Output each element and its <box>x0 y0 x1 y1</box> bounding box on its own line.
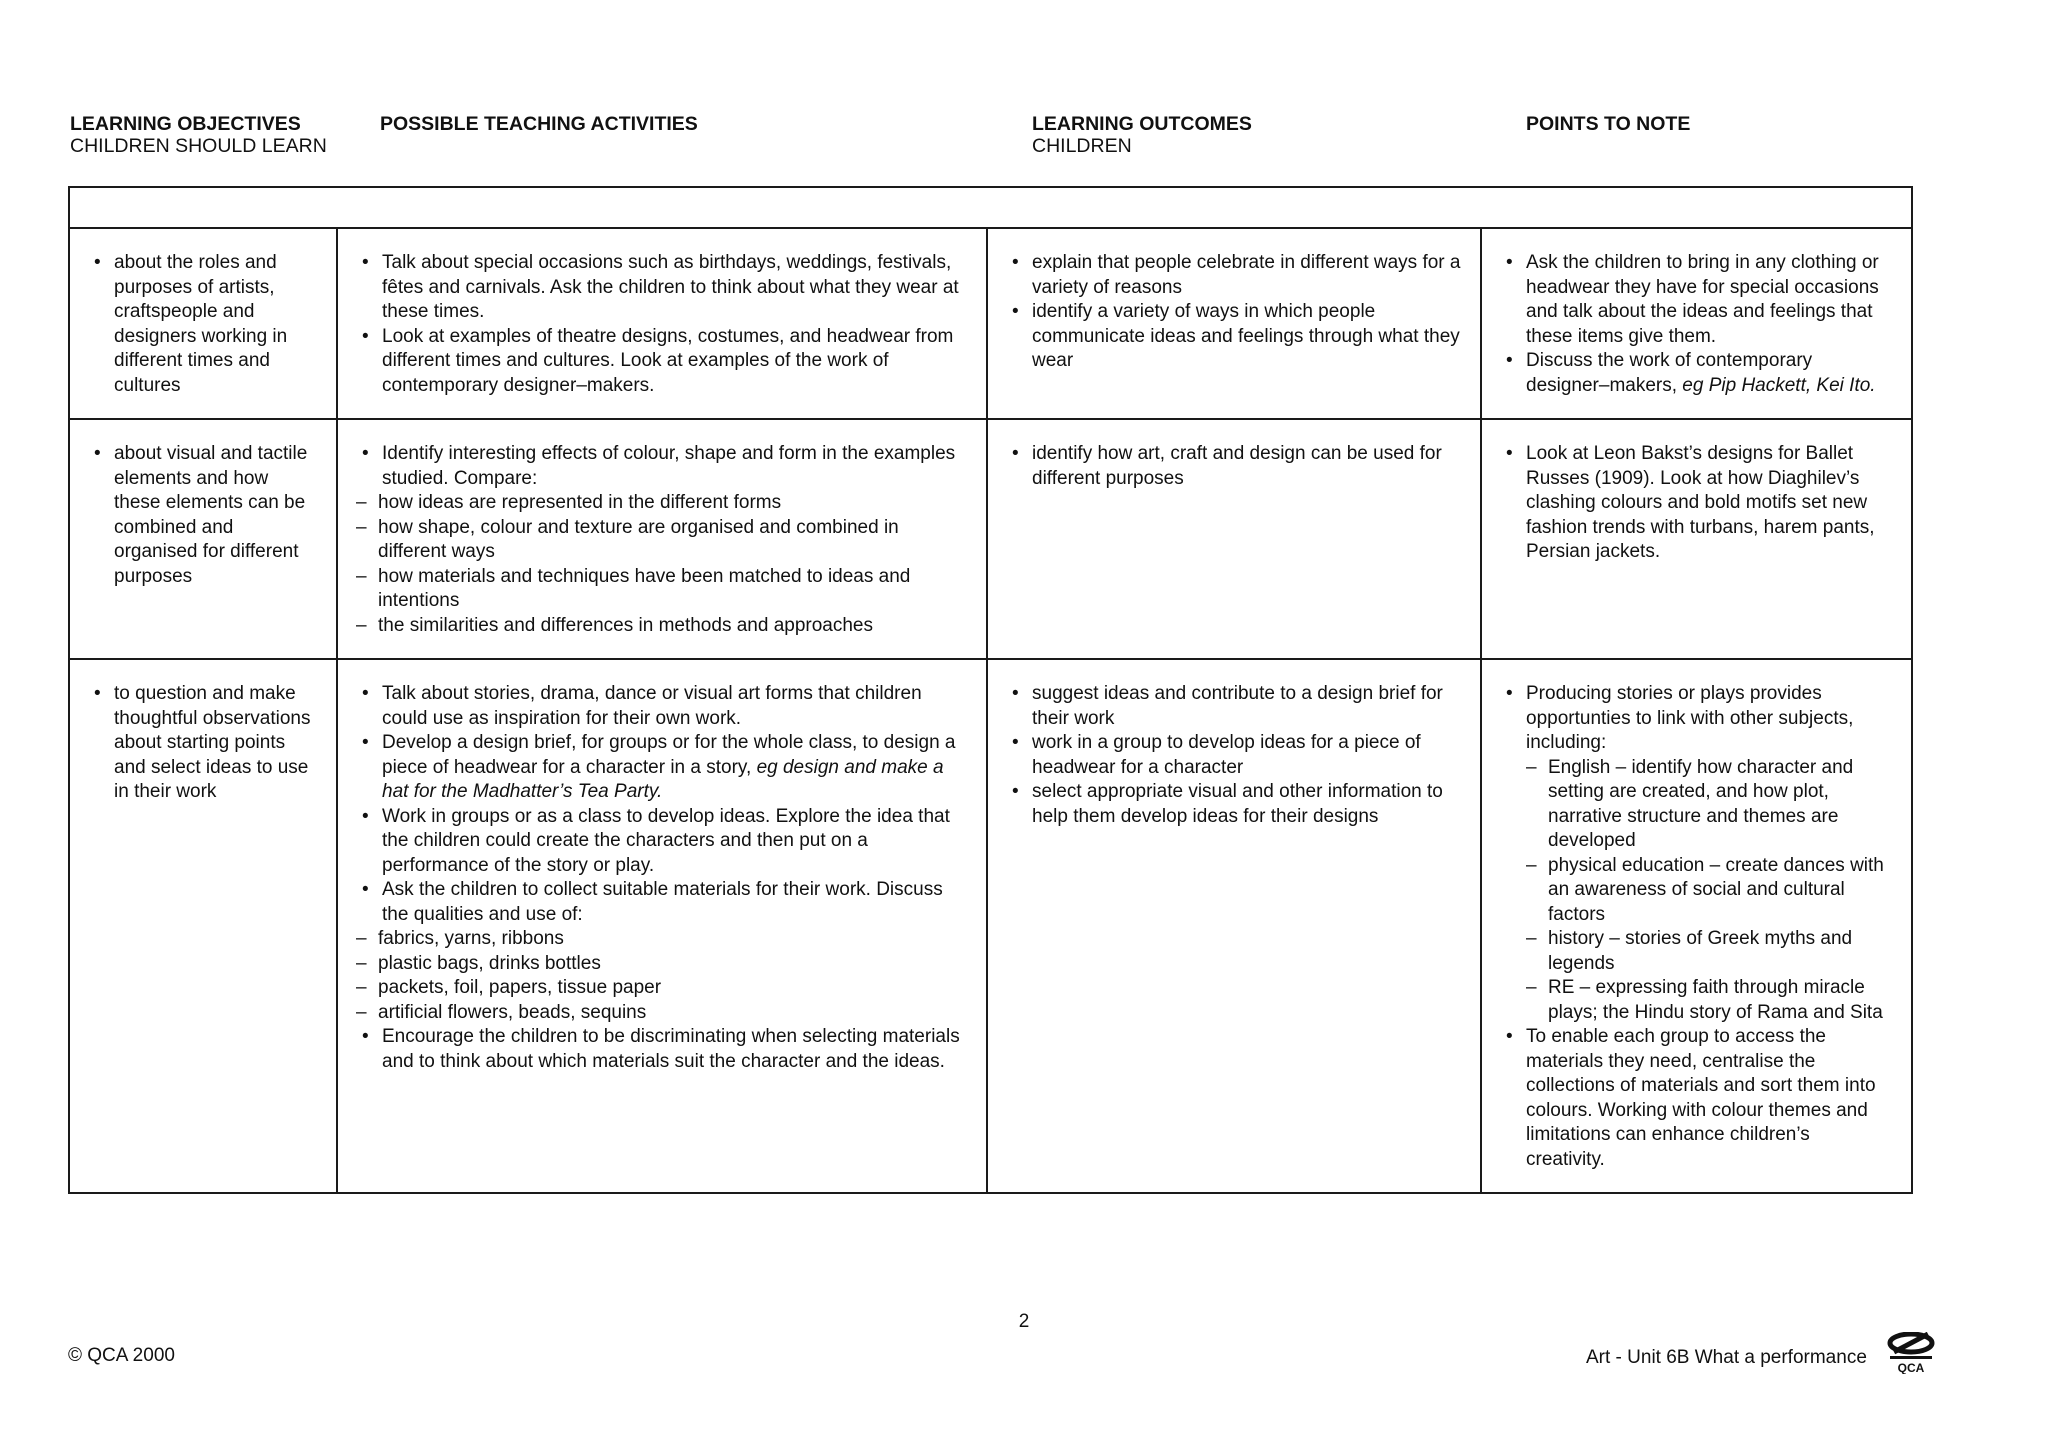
list-item <box>1500 682 1893 1025</box>
list-item <box>356 731 968 805</box>
activity-italic-text: eg design and make a hat for the Madhatter’s Tea Party. <box>382 756 944 802</box>
sub-list-item: – how shape, colour and texture are organised and combined in different ways <box>356 516 968 565</box>
notes-cell <box>1481 228 1912 419</box>
list-item: • about the roles and purposes of artists, craftspeople and designers working in different times and cultures <box>88 251 318 398</box>
unit-title: Art - Unit 6B What a performance <box>1586 1347 1867 1368</box>
header-objectives-subtitle: CHILDREN SHOULD LEARN <box>70 135 327 157</box>
sub-list-item: – physical education – create dances with an awareness of social and cultural factors <box>1526 854 1893 928</box>
sub-list-item: – how ideas are represented in the different forms <box>356 491 968 516</box>
sub-list-item: – the similarities and differences in methods and approaches <box>356 614 968 639</box>
scheme-of-work-table <box>68 186 1913 1194</box>
list-item: • Encourage the children to be discriminating when selecting materials and to think about which materials suit the character and the ideas. <box>356 1025 968 1074</box>
activities-cell <box>337 419 987 659</box>
header-learning-outcomes <box>1032 113 1252 157</box>
activities-cell <box>337 228 987 419</box>
header-points-to-note <box>1526 113 1690 135</box>
page-number: 2 <box>1018 1311 1030 1332</box>
objectives-cell <box>69 659 337 1193</box>
header-outcomes-subtitle: CHILDREN <box>1032 135 1132 157</box>
outcomes-cell <box>987 228 1481 419</box>
list-item: • Talk about special occasions such as birthdays, weddings, festivals, fêtes and carnivals. Ask the children to think about what they wear at these times. <box>356 251 968 325</box>
qca-logo-graphic <box>1884 1332 1938 1374</box>
notes-cell <box>1481 419 1912 659</box>
list-item: • Look at examples of theatre designs, costumes, and headwear from different times and cultures. Look at examples of the work of contemporary designer–makers. <box>356 325 968 399</box>
blank-cell <box>69 187 1912 228</box>
list-item: • Ask the children to bring in any clothing or headwear they have for special occasions and talk about the ideas and feelings that these items give them. <box>1500 251 1893 349</box>
header-outcomes-title: LEARNING OUTCOMES <box>1032 113 1252 135</box>
sub-list-item: – RE – expressing faith through miracle plays; the Hindu story of Rama and Sita <box>1526 976 1893 1025</box>
activities-cell <box>337 659 987 1193</box>
list-item: • explain that people celebrate in different ways for a variety of reasons <box>1006 251 1462 300</box>
outcomes-cell <box>987 419 1481 659</box>
list-item: • Identify interesting effects of colour, shape and form in the examples studied. Compare: <box>356 442 968 491</box>
table-row <box>69 659 1912 1193</box>
sub-list-item: – packets, foil, papers, tissue paper <box>356 976 968 1001</box>
header-learning-objectives <box>70 113 327 157</box>
header-objectives-title: LEARNING OBJECTIVES <box>70 113 301 135</box>
list-item: • work in a group to develop ideas for a piece of headwear for a character <box>1006 731 1462 780</box>
list-item: • Look at Leon Bakst’s designs for Ballet Russes (1909). Look at how Diaghilev’s clashing colours and bold motifs set new fashion trends with turbans, harem pants, Persian jackets. <box>1500 442 1893 565</box>
logo-label: QCA <box>1897 1361 1925 1374</box>
objectives-cell <box>69 228 337 419</box>
list-item: • Ask the children to collect suitable materials for their work. Discuss the qualities and use of: <box>356 878 968 927</box>
sub-list-item: – how materials and techniques have been matched to ideas and intentions <box>356 565 968 614</box>
list-item: • about visual and tactile elements and how these elements can be combined and organised for different purposes <box>88 442 318 589</box>
note-text: Discuss the work of contemporary designer–makers, <box>1526 350 1813 396</box>
notes-cell <box>1481 659 1912 1193</box>
list-item: • To enable each group to access the materials they need, centralise the collections of materials and sort them into colours. Working with colour themes and limitations can enhance children’s creativity. <box>1500 1025 1893 1172</box>
copyright-text: © QCA 2000 <box>68 1345 175 1366</box>
objectives-cell <box>69 419 337 659</box>
list-item: • identify a variety of ways in which people communicate ideas and feelings through what they wear <box>1006 300 1462 374</box>
sub-list-item: – English – identify how character and setting are created, and how plot, narrative structure and themes are developed <box>1526 756 1893 854</box>
table-row <box>69 419 1912 659</box>
list-item: • Work in groups or as a class to develop ideas. Explore the idea that the children could create the characters and then put on a performance of the story or play. <box>356 805 968 879</box>
list-item: • to question and make thoughtful observations about starting points and select ideas to use in their work <box>88 682 318 805</box>
table-row <box>69 228 1912 419</box>
list-item <box>1500 349 1893 398</box>
list-item: • select appropriate visual and other information to help them develop ideas for their designs <box>1006 780 1462 829</box>
sub-list-item: – artificial flowers, beads, sequins <box>356 1001 968 1026</box>
note-italic-text: eg Pip Hackett, Kei Ito. <box>1682 374 1876 396</box>
list-item: • Talk about stories, drama, dance or visual art forms that children could use as inspiration for their own work. <box>356 682 968 731</box>
header-notes-title: POINTS TO NOTE <box>1526 113 1691 135</box>
activity-text: Develop a design brief, for groups or for the whole class, to design a piece of headwear for a character in a story, <box>382 732 956 778</box>
note-text: Producing stories or plays provides opportunties to link with other subjects, including: <box>1526 683 1854 753</box>
table-blank-row <box>69 187 1912 228</box>
list-item: • identify how art, craft and design can be used for different purposes <box>1006 442 1462 491</box>
header-teaching-activities <box>380 113 698 135</box>
sub-list-item: – history – stories of Greek myths and legends <box>1526 927 1893 976</box>
list-item: • suggest ideas and contribute to a design brief for their work <box>1006 682 1462 731</box>
qca-logo-icon <box>1884 1332 1938 1374</box>
header-activities-title: POSSIBLE TEACHING ACTIVITIES <box>380 113 698 135</box>
sub-list-item: – plastic bags, drinks bottles <box>356 952 968 977</box>
outcomes-cell <box>987 659 1481 1193</box>
sub-list-item: – fabrics, yarns, ribbons <box>356 927 968 952</box>
